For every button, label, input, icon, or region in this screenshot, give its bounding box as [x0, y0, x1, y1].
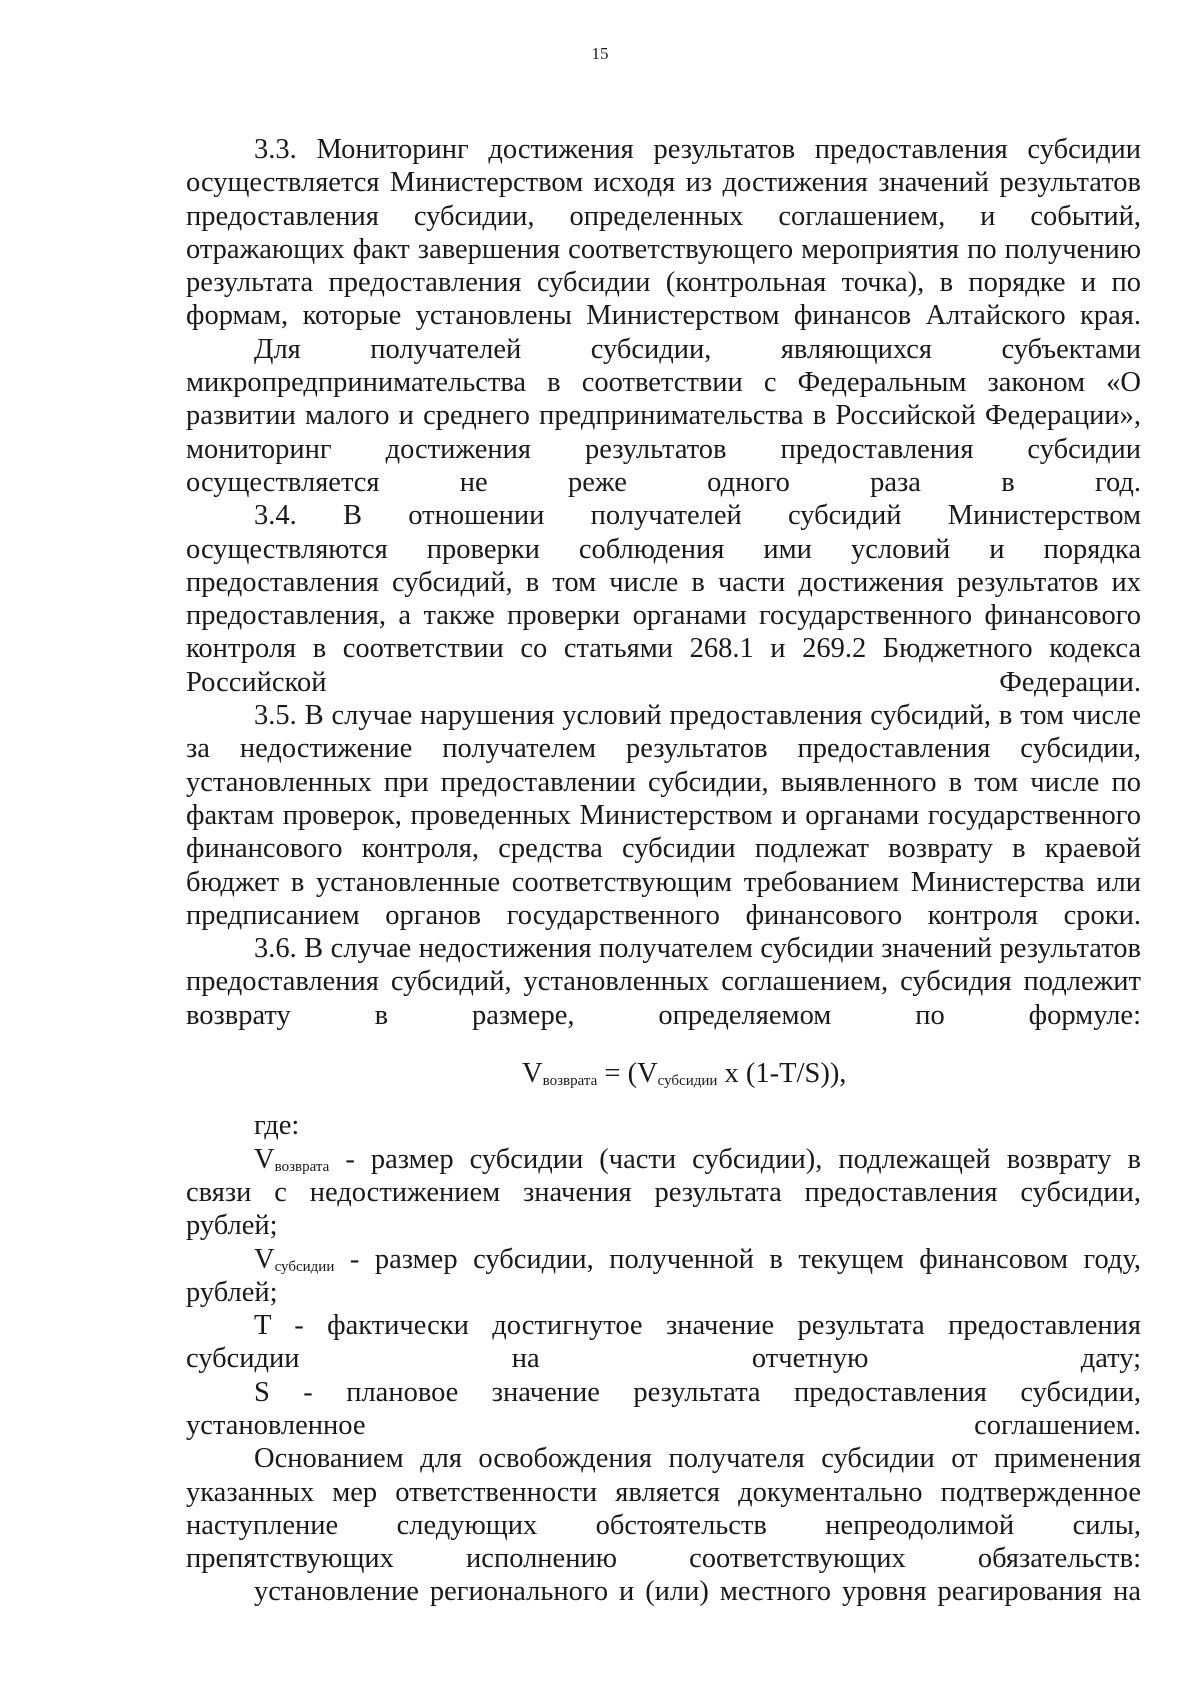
paragraph-basis [186, 1442, 1141, 1575]
text-line: предписанием органов государственного финансового контроля сроки. [186, 899, 1141, 931]
text-line: результата предоставления субсидии (контрольная точка), в порядке и по [186, 267, 1141, 299]
text-line: - размер субсидии (части субсидии), подлежащей возврату в [329, 1143, 1141, 1175]
formula [186, 1057, 1141, 1090]
formula-equals: = (V [597, 1058, 658, 1090]
text-line: Российской Федерации. [186, 666, 1141, 698]
text-line: осуществляются проверки соблюдения ими условий и порядка [186, 533, 1141, 565]
text-line: финансового контроля, средства субсидии подлежат возврату в краевой [186, 833, 1141, 865]
text-line: предоставления субсидий, в том числе в части достижения результатов их [186, 566, 1141, 598]
text-line: наступление следующих обстоятельств непреодолимой силы, [186, 1509, 1141, 1541]
definition-v-subsidy [186, 1243, 1141, 1310]
text-line: 3.4. В отношении получателей субсидий Министерством [254, 500, 1141, 532]
text-line: препятствующих исполнению соответствующих обязательств: [186, 1543, 1141, 1575]
text-line: «О развитии малого и среднего предпринимательства в Российской [186, 367, 1141, 432]
paragraph-3-3 [186, 133, 1141, 333]
page-number: 15 [591, 44, 609, 63]
formula-sub-subsidy: субсидии [657, 1073, 718, 1090]
symbol-v: V [254, 1143, 275, 1175]
text-line: субсидия подлежит возврату в размере, определяемом по формуле: [186, 966, 1142, 1031]
text-line: фактам проверок, проведенных Министерством и органами государственного [186, 799, 1141, 831]
paragraph-3-4 [186, 499, 1141, 699]
text-line: установленных при предоставлении субсидии, выявленного в том числе по [186, 766, 1141, 798]
text-line: установленное соглашением. [186, 1409, 1141, 1441]
text-line: рублей; [186, 1276, 278, 1308]
text-line: осуществляется не реже одного раза в год. [186, 466, 1141, 498]
text-line: рублей; [186, 1210, 278, 1242]
formula-v-return: V [522, 1058, 543, 1090]
text-line: Для получателей субсидии, являющихся субъектами [254, 333, 1141, 365]
paragraph-3-5 [186, 699, 1141, 932]
text-line: числе за недостижение получателем результатов предоставления субсидии, [186, 700, 1141, 765]
document-body [186, 133, 1141, 1609]
formula-sub-return: возврата [542, 1073, 598, 1090]
paragraph-micro [186, 333, 1141, 499]
symbol-sub: субсидии [274, 1258, 335, 1275]
definition-v-return [186, 1143, 1141, 1243]
text-line: контроля в соответствии со статьями 268.1 и 269.2 Бюджетного кодекса [186, 633, 1141, 665]
text-line: - размер субсидии, полученной в текущем финансовом году, [334, 1243, 1141, 1275]
text-line: микропредпринимательства в соответствии с Федеральным законом [186, 367, 1086, 399]
text-line: Федерации», мониторинг достижения результатов предоставления субсидии [186, 400, 1142, 465]
symbol-v: V [254, 1243, 275, 1275]
text-line: осуществляется Министерством исходя из достижения значений результатов [186, 167, 1141, 199]
text-line: T - фактически достигнутое значение результата предоставления [254, 1310, 1141, 1342]
text-line: предоставления, а также проверки органами государственного финансового [186, 600, 1141, 632]
formula-tail: x (1-T/S)), [717, 1058, 847, 1090]
text-line: предоставления субсидии, определенных соглашением, и событий, [186, 200, 1141, 232]
symbol-sub: возврата [274, 1158, 330, 1175]
definition-s [186, 1376, 1141, 1443]
text-line: 3.3. Мониторинг достижения результатов предоставления субсидии [254, 134, 1141, 165]
text-line: указанных мер ответственности является документально подтвержденное [186, 1476, 1141, 1508]
text-line: формам, которые установлены Министерством финансов Алтайского края. [186, 300, 1141, 332]
text-line: результатов предоставления субсидий, установленных соглашением, [186, 933, 1141, 998]
definition-t [186, 1309, 1141, 1376]
paragraph-establish [186, 1575, 1141, 1608]
where-label [186, 1109, 1141, 1142]
text-line: где: [254, 1110, 300, 1142]
text-line: отражающих факт завершения соответствующего мероприятия по получению [186, 233, 1141, 265]
text-line: Основанием для освобождения получателя субсидии от применения [254, 1443, 1141, 1475]
text-line: S - плановое значение результата предоставления субсидии, [254, 1376, 1141, 1408]
text-line: 3.6. В случае недостижения получателем субсидии значений [254, 933, 993, 965]
paragraph-3-6 [186, 932, 1141, 1032]
text-line: 3.5. В случае нарушения условий предоставления субсидий, в том [254, 700, 1064, 732]
text-line: связи с недостижением значения результата предоставления субсидии, [186, 1176, 1141, 1208]
text-line: субсидии на отчетную дату; [186, 1343, 1141, 1375]
text-line: бюджет в установленные соответствующим требованием Министерства или [186, 866, 1141, 898]
text-line: установление регионального и (или) местного уровня реагирования на [254, 1576, 1141, 1608]
